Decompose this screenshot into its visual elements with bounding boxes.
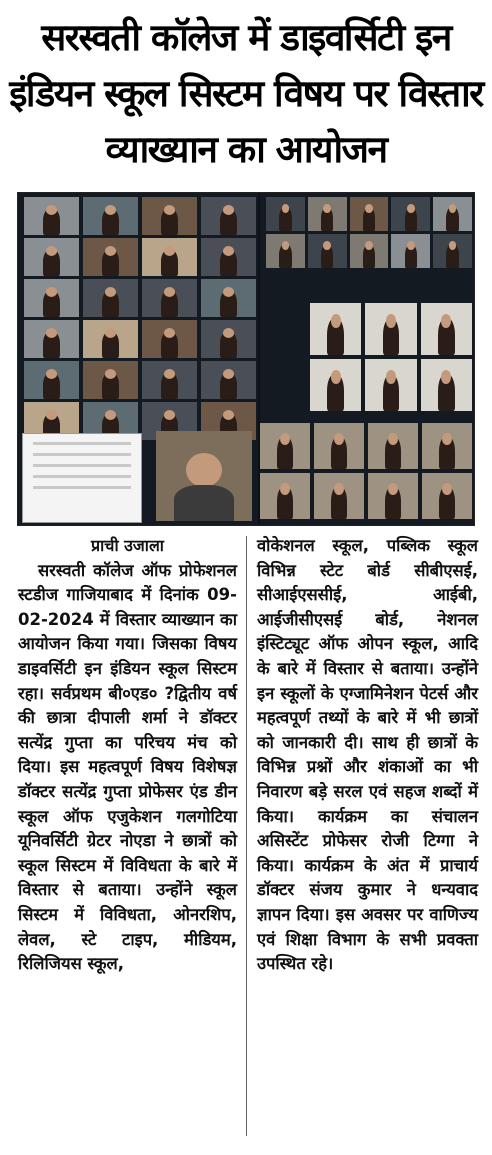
participant-tile — [433, 234, 472, 268]
participant-tile — [83, 238, 138, 276]
participant-tile — [365, 359, 416, 411]
participant-tile — [83, 197, 138, 235]
participant-tile — [260, 423, 310, 469]
participant-tile — [83, 279, 138, 317]
participant-tile — [266, 234, 305, 268]
participant-grid-middle — [310, 303, 472, 413]
headline: सरस्वती कॉलेज में डाइवर्सिटी इन इंडियन स्कूल सिस्टम विषय पर विस्तार व्याख्यान का आयोजन — [9, 16, 483, 171]
participant-tile — [24, 361, 79, 399]
participant-tile — [350, 197, 389, 231]
participant-tile — [24, 279, 79, 317]
video-conference-photo — [17, 192, 475, 526]
participant-tile — [83, 320, 138, 358]
participant-grid-bottom — [260, 423, 472, 521]
participant-tile — [310, 359, 361, 411]
participant-tile — [201, 238, 256, 276]
participant-tile — [201, 279, 256, 317]
participant-tile — [308, 234, 347, 268]
article-column-right — [257, 534, 478, 977]
participant-tile — [142, 238, 197, 276]
byline: प्राची उजाला — [91, 536, 164, 555]
participant-grid-right — [266, 197, 472, 268]
column-divider — [246, 536, 247, 1136]
participant-tile — [368, 423, 418, 469]
participant-tile — [24, 320, 79, 358]
participant-tile — [24, 197, 79, 235]
participant-tile — [142, 279, 197, 317]
participant-tile — [314, 423, 364, 469]
participant-tile — [391, 234, 430, 268]
participant-tile — [365, 303, 416, 355]
participant-tile — [310, 303, 361, 355]
body-text-right: वोकेशनल स्कूल, पब्लिक स्कूल विभिन्न स्टेट बोर्ड सीबीएसई, सीआईएससीई, आईबी, आईजीसीएसई बोर्ड, नेशनल इंस्टिट्यूट ऑफ ओपन स्कूल, आदि के बारे में विस्तार से बताया। उन्होंने इन स्कूलों के एग्जामिनेशन पेटर्स और महत्वपूर्ण तथ्यों के बारे में भी छात्रों को जानकारी दी। साथ ही छात्रों के विभिन्न प्रश्नों और शंकाओं का भी निवारण बड़े सरल एवं सहज शब्दों में किया। कार्यक्रम का संचालन असिस्टेंट प्रोफेसर रोजी टिग्गा ने किया। कार्यक्रम के अंत में प्राचार्य डॉक्टर संजय कुमार ने धन्यवाद ज्ञापन दिया। इस अवसर पर वाणिज्य एवं शिक्षा विभाग के सभी प्रवक्ता उपस्थित रहे। — [257, 536, 478, 974]
shared-screen — [22, 433, 142, 523]
participant-tile — [142, 320, 197, 358]
participant-tile — [350, 234, 389, 268]
participant-tile — [260, 473, 310, 519]
participant-tile — [142, 361, 197, 399]
participant-tile — [421, 303, 472, 355]
participant-tile — [201, 320, 256, 358]
participant-tile — [391, 197, 430, 231]
article-column-left — [18, 534, 237, 977]
participant-tile — [422, 423, 472, 469]
body-text-left: सरस्वती कॉलेज ऑफ प्रोफेशनल स्टडीज गाजियाबाद में दिनांक 09-02-2024 में विस्तार व्याख्यान का आयोजन किया गया। जिसका विषय डाइवर्सिटी इन इंडियन स्कूल सिस्टम रहा। सर्वप्रथम बी०एड० ?द्वितीय वर्ष की छात्रा दीपाली शर्मा ने डॉक्टर सत्येंद्र गुप्ता का परिचय मंच को दिया। इस महत्वपूर्ण विषय विशेषज्ञ डॉक्टर सत्येंद्र गुप्ता प्रोफेसर एंड डीन स्कूल ऑफ एजुकेशन गलगोटिया यूनिवर्सिटी ग्रेटर नोएडा ने छात्रों को स्कूल सिस्टम में विविधता के बारे में विस्तार से बताया। उन्होंने स्कूल सिस्टम में विविधता, ओनरशिप, लेवल, स्टे टाइप, मीडियम, रिलिजियस स्कूल, — [18, 560, 237, 974]
participant-tile — [24, 238, 79, 276]
participant-tile — [201, 361, 256, 399]
participant-tile — [266, 197, 305, 231]
participant-tile — [83, 361, 138, 399]
participant-tile — [201, 197, 256, 235]
participant-tile — [308, 197, 347, 231]
participant-tile — [314, 473, 364, 519]
participant-tile — [142, 197, 197, 235]
participant-tile — [433, 197, 472, 231]
participant-tile — [368, 473, 418, 519]
speaker-video — [156, 431, 252, 521]
participant-tile — [421, 359, 472, 411]
participant-tile — [422, 473, 472, 519]
